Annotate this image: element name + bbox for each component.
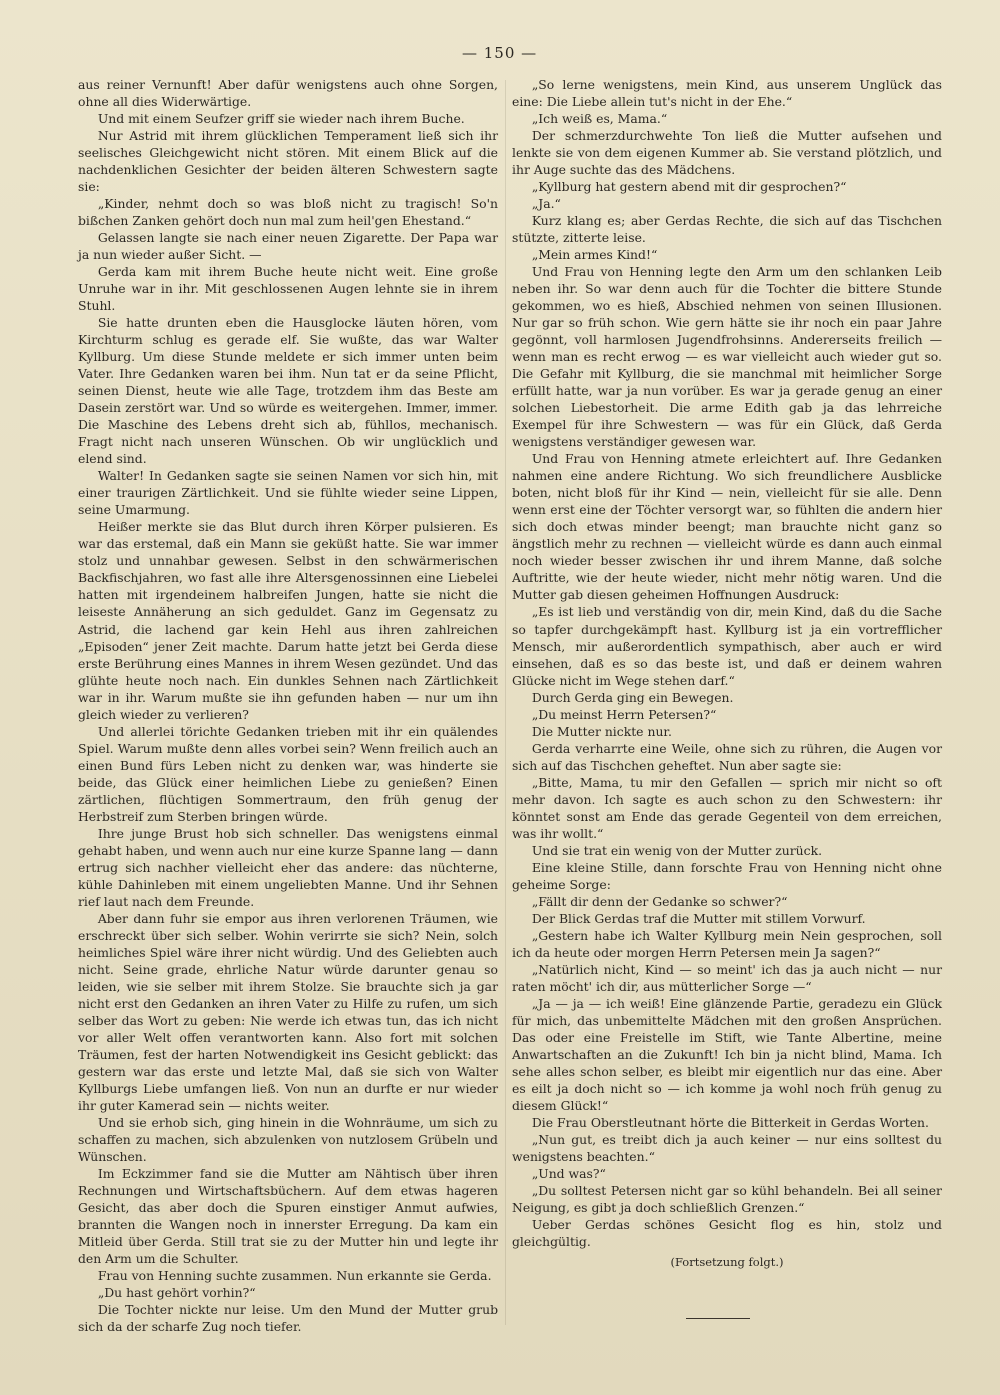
paragraph: Die Frau Oberstleutnant hörte die Bitterkeit in Gerdas Worten. — [531, 1114, 929, 1130]
paragraph: „Gestern habe ich Walter Kyllburg mein Nein gesprochen, soll ich da heute oder morgen Herrn Petersen mein Ja sagen?“ — [512, 927, 942, 960]
paragraph: aus reiner Vernunft! Aber dafür wenigstens auch ohne Sorgen, ohne all dies Widerwärtige. — [78, 77, 498, 110]
paragraph: Sie hatte drunten eben die Hausglocke läuten hören, vom Kirchturm schlug es gerade elf. Sie wußte, das war Walter Kyllburg. Um diese Stunde meldete er sich immer unten beim Vater. Ihre Gedanken waren bei ihm. Nun tat er da seine Pflicht, seinen Dienst, heute wie alle Tage, trotzdem ihm das Beste am Dasein zerstört war. Und so würde es weitergehen. Immer, immer. Die Maschine des Lebens dreht sich ab, fühllos, mechanisch. Fragt nicht nach unseren Wünschen. Ob wir unglücklich und elend sind. — [78, 315, 498, 467]
paragraph: Eine kleine Stille, dann forschte Frau von Henning nicht ohne geheime Sorge: — [512, 859, 942, 892]
paragraph: Der Blick Gerdas traf die Mutter mit stillem Vorwurf. — [531, 910, 866, 926]
paragraph: Frau von Henning suchte zusammen. Nun erkannte sie Gerda. — [97, 1268, 492, 1284]
paragraph: „So lerne wenigstens, mein Kind, aus unserem Unglück das eine: Die Liebe allein tut's nicht in der Ehe.“ — [512, 77, 942, 110]
end-rule — [686, 1318, 750, 1319]
paragraph: Und mit einem Seufzer griff sie wieder nach ihrem Buche. — [97, 111, 465, 127]
paragraph: Durch Gerda ging ein Bewegen. — [531, 689, 734, 705]
paragraph: „Mein armes Kind!“ — [531, 247, 658, 263]
paragraph: „Es ist lieb und verständig von dir, mein Kind, daß du die Sache so tapfer durchgekämpft hast. Kyllburg ist ja ein vortrefflicher Mensch, mir außerordentlich sympathisch, aber auch er wird einsehen, daß es so das beste ist, und daß er deinem wahren Glücke nicht im Wege stehen darf.“ — [512, 604, 942, 688]
paragraph: Aber dann fuhr sie empor aus ihren verlorenen Träumen, wie erschreckt über sich selber. Wohin verirrte sie sich? Nein, solch heimliches Spiel wäre ihrer nicht würdig. Und des Geliebten auch nicht. Seine grade, ehrliche Natur würde darunter genau so leiden, wie sie selber mit ihrem Stolze. Sie brauchte sich ja gar nicht erst den Gedanken an ihren Vater zu Hilfe zu rufen, um sich selber das Wort zu geben: Nie werde ich etwas tun, das ich nicht vor aller Welt offen verantworten kann. Also fort mit solchen Träumen, fest der harten Notwendigkeit ins Gesicht geblickt: das gestern war das erste und letzte Mal, daß sie sich von Walter Kyllburgs Liebe umfangen ließ. Von nun an durfte er nur wieder ihr guter Kamerad sein — nichts weiter. — [78, 910, 498, 1113]
paragraph: „Nun gut, es treibt dich ja auch keiner — nur eins solltest du wenigstens beachten.“ — [512, 1131, 942, 1164]
paragraph: Gelassen langte sie nach einer neuen Zigarette. Der Papa war ja nun wieder außer Sicht. — — [78, 230, 498, 263]
paragraph: „Du meinst Herrn Petersen?“ — [531, 706, 717, 722]
paragraph: Gerda verharrte eine Weile, ohne sich zu rühren, die Augen vor sich auf das Tischchen geheftet. Nun aber sagte sie: — [512, 740, 942, 773]
paragraph: Und sie trat ein wenig von der Mutter zurück. — [531, 842, 823, 858]
paragraph: „Und was?“ — [531, 1166, 606, 1181]
paragraph: „Natürlich nicht, Kind — so meint' ich das ja auch nicht — nur raten möcht' ich dir, aus mütterlicher Sorge —“ — [512, 961, 942, 994]
page-number: — 150 — — [462, 44, 538, 62]
continuation-note: (Fortsetzung folgt.) — [670, 1255, 784, 1270]
paragraph: Im Eckzimmer fand sie die Mutter am Nähtisch über ihren Rechnungen und Wirtschaftsbüchern. Auf dem etwas hageren Gesicht, das aber doch die Spuren einstiger Anmut aufwies, brannten die Wangen noch in innerster Erregung. Da kam ein Mitleid über Gerda. Still trat sie zu der Mutter hin und legte ihr den Arm um die Schulter. — [78, 1166, 498, 1267]
paragraph: Und sie erhob sich, ging hinein in die Wohnräume, um sich zu schaffen zu machen, sich abzulenken von nutzlosem Grübeln und Wünschen. — [78, 1114, 498, 1164]
paragraph: Die Mutter nickte nur. — [531, 723, 672, 739]
paragraph: „Bitte, Mama, tu mir den Gefallen — sprich mir nicht so oft mehr davon. Ich sagte es auch schon zu den Schwestern: ihr könntet sonst am Ende das gerade Gegenteil von dem erreichen, was ihr wollt.“ — [512, 774, 942, 841]
paragraph: Und Frau von Henning atmete erleichtert auf. Ihre Gedanken nahmen eine andere Richtung. Wo sich freundlichere Ausblicke boten, nicht bloß für ihr Kind — nein, vielleicht für sie alle. Denn wenn erst eine der Töchter versorgt war, so fühlten die andern hier sich doch etwas minder beengt; man brauchte nicht ganz so ängstlich mehr zu rechnen — vielleicht würde es dann auch einmal noch wieder besser zwischen ihr und ihrem Manne, daß solche Auftritte, wie der heute wieder, nicht mehr nötig waren. Und die Mutter gab diesen geheimen Hoffnungen Ausdruck: — [512, 451, 942, 603]
paragraph: Nur Astrid mit ihrem glücklichen Temperament ließ sich ihr seelisches Gleichgewicht nicht stören. Mit einem Blick auf die nachdenklichen Gesichter der beiden älteren Schwestern sagte sie: — [78, 128, 498, 195]
paragraph: „Kinder, nehmt doch so was bloß nicht zu tragisch! So'n bißchen Zanken gehört doch nun mal zum heil'gen Ehestand.“ — [78, 196, 498, 229]
column-gutter — [505, 80, 506, 1325]
paragraph: Und Frau von Henning legte den Arm um den schlanken Leib neben ihr. So war denn auch für die Tochter die bittere Stunde gekommen, wo es hieß, Abschied nehmen von seinen Illusionen. Nur gar so früh schon. Wie gern hätte sie ihr noch ein paar Jahre gegönnt, voll harmlosen Jugendfrohsinns. Andererseits freilich — wenn man es recht erwog — es war vielleicht auch wieder gut so. Die Gefahr mit Kyllburg, die sie manchmal mit heimlicher Sorge erfüllt hatte, war ja nun vorüber. Es war ja gerade genug an einer solchen Liebestorheit. Die arme Edith gab ja das lehrreiche Exempel für ihre Schwestern — was für ein Glück, daß Gerda wenigstens verständiger gewesen war. — [512, 264, 942, 450]
paragraph: Und allerlei törichte Gedanken trieben mit ihr ein quälendes Spiel. Warum mußte denn alles vorbei sein? Wenn freilich auch an einen Bund fürs Leben nicht zu denken war, was hinderte sie beide, das Glück einer heimlichen Liebe zu genießen? Einen zärtlichen, flüchtigen Sommertraum, den früh genug der Herbstreif zum Sterben bringen würde. — [78, 723, 498, 824]
paragraph: Ueber Gerdas schönes Gesicht flog es hin, stolz und gleichgültig. — [512, 1217, 942, 1250]
paragraph: „Ich weiß es, Mama.“ — [531, 111, 668, 127]
paragraph: „Du hast gehört vorhin?“ — [97, 1285, 256, 1301]
right-column — [512, 76, 942, 1271]
paragraph: „Du solltest Petersen nicht gar so kühl behandeln. Bei all seiner Neigung, es gibt ja doch schließlich Grenzen.“ — [512, 1183, 942, 1216]
paragraph: Walter! In Gedanken sagte sie seinen Namen vor sich hin, mit einer traurigen Zärtlichkeit. Und sie fühlte wieder seine Lippen, seine Umarmung. — [78, 468, 498, 518]
paragraph: Ihre junge Brust hob sich schneller. Das wenigstens einmal gehabt haben, und wenn auch nur eine kurze Spanne lang — dann ertrug sich nachher vielleicht eher das andere: das nüchterne, kühle Dahinleben mit einem ungeliebten Manne. Und ihr Sehnen rief laut nach dem Freunde. — [78, 825, 498, 909]
left-column — [78, 76, 498, 1335]
paragraph: Kurz klang es; aber Gerdas Rechte, die sich auf das Tischchen stützte, zitterte leise. — [512, 213, 942, 246]
paragraph: Gerda kam mit ihrem Buche heute nicht weit. Eine große Unruhe war in ihr. Mit geschlossenen Augen lehnte sie in ihrem Stuhl. — [78, 264, 498, 314]
paragraph: „Kyllburg hat gestern abend mit dir gesprochen?“ — [531, 179, 847, 195]
paragraph: Der schmerzdurchwehte Ton ließ die Mutter aufsehen und lenkte sie von dem eigenen Kummer ab. Sie verstand plötzlich, und ihr Auge suchte das des Mädchens. — [512, 128, 942, 178]
paragraph: „Ja.“ — [531, 196, 561, 212]
paragraph: Heißer merkte sie das Blut durch ihren Körper pulsieren. Es war das erstemal, daß ein Mann sie geküßt hatte. Sie war immer stolz und unnahbar gewesen. Selbst in den schwärmerischen Backfischjahren, wo fast alle ihre Altersgenossinnen eine Liebelei hatten mit irgendeinem halbreifen Jungen, hatte sie nicht die leiseste Annäherung an sich geduldet. Ganz im Gegensatz zu Astrid, die lachend gar kein Hehl aus ihren zahlreichen „Episoden“ jener Zeit machte. Darum hatte jetzt bei Gerda diese erste Berührung eines Mannes in ihrem Wesen gezündet. Und das glühte heute noch nach. Ein dunkles Sehnen nach Zärtlichkeit war in ihr. Warum mußte sie ihn gefunden haben — nur um ihn gleich wieder zu verlieren? — [78, 519, 498, 722]
paragraph: „Fällt dir denn der Gedanke so schwer?“ — [531, 893, 788, 909]
paragraph: „Ja — ja — ich weiß! Eine glänzende Partie, geradezu ein Glück für mich, das unbemittelte Mädchen mit den großen Ansprüchen. Das oder eine Freistelle im Stift, wie Tante Albertine, meine Anwartschaften an die Zukunft! Ich bin ja nicht blind, Mama. Ich sehe alles schon selber, es bleibt mir eigentlich nur das eine. Aber es eilt ja doch nicht so — ich komme ja wohl noch früh genug zu diesem Glück!“ — [512, 995, 942, 1113]
paragraph: Die Tochter nickte nur leise. Um den Mund der Mutter grub sich da der scharfe Zug noch tiefer. — [78, 1302, 498, 1335]
